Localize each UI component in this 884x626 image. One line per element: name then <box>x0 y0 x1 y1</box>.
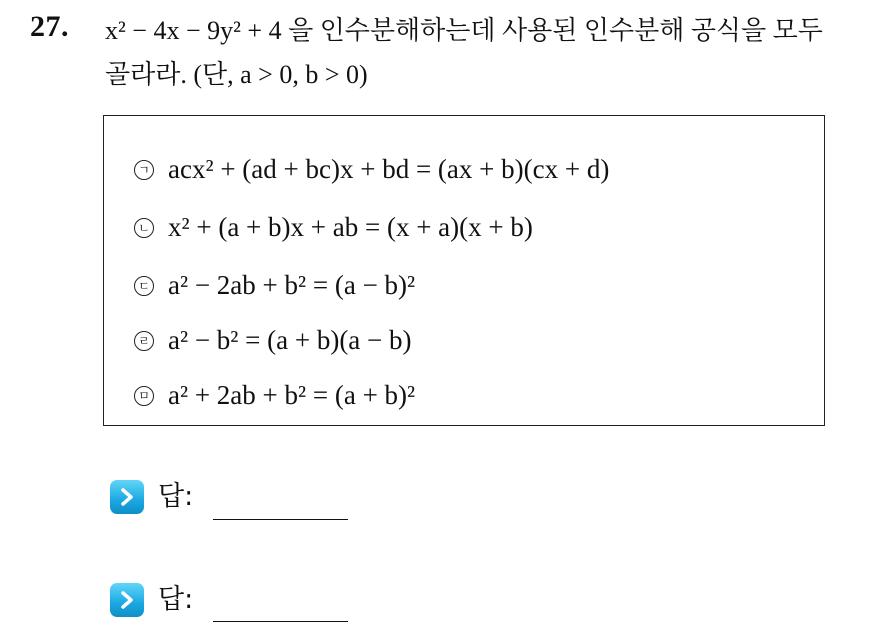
chevron-right-icon <box>110 583 144 617</box>
answer-label: 답: <box>158 481 194 512</box>
chevron-right-icon <box>110 480 144 514</box>
circled-letter-marker: ㄹ <box>134 331 154 351</box>
circled-letter-marker: ㅁ <box>134 386 154 406</box>
formula-text: acx² + (ad + bc)x + bd = (ax + b)(cx + d) <box>168 154 610 184</box>
formula-item-4 <box>134 325 412 356</box>
answer-blank-1[interactable] <box>213 519 348 520</box>
formula-item-2 <box>134 212 533 243</box>
answer-label: 답: <box>158 584 194 615</box>
answer-blank-2[interactable] <box>213 621 348 622</box>
formula-item-3 <box>134 270 415 301</box>
formula-text: a² + 2ab + b² = (a + b)² <box>168 380 416 410</box>
circled-letter-marker: ㄱ <box>134 160 154 180</box>
formula-text: x² + (a + b)x + ab = (x + a)(x + b) <box>168 212 533 242</box>
formula-text: a² − b² = (a + b)(a − b) <box>168 325 412 355</box>
formula-box <box>103 115 825 426</box>
answer-row-2 <box>110 583 193 617</box>
question-number: 27. <box>30 10 69 43</box>
question-text-line-2: 골라라. (단, a > 0, b > 0) <box>105 60 368 89</box>
answer-row-1 <box>110 480 193 514</box>
formula-item-5 <box>134 380 415 411</box>
circled-letter-marker: ㄷ <box>134 276 154 296</box>
question-text-line-1: x² − 4x − 9y² + 4 을 인수분해하는데 사용된 인수분해 공식을 모두 <box>105 16 823 45</box>
circled-letter-marker: ㄴ <box>134 218 154 238</box>
formula-item-1 <box>134 154 609 185</box>
formula-text: a² − 2ab + b² = (a − b)² <box>168 270 416 300</box>
